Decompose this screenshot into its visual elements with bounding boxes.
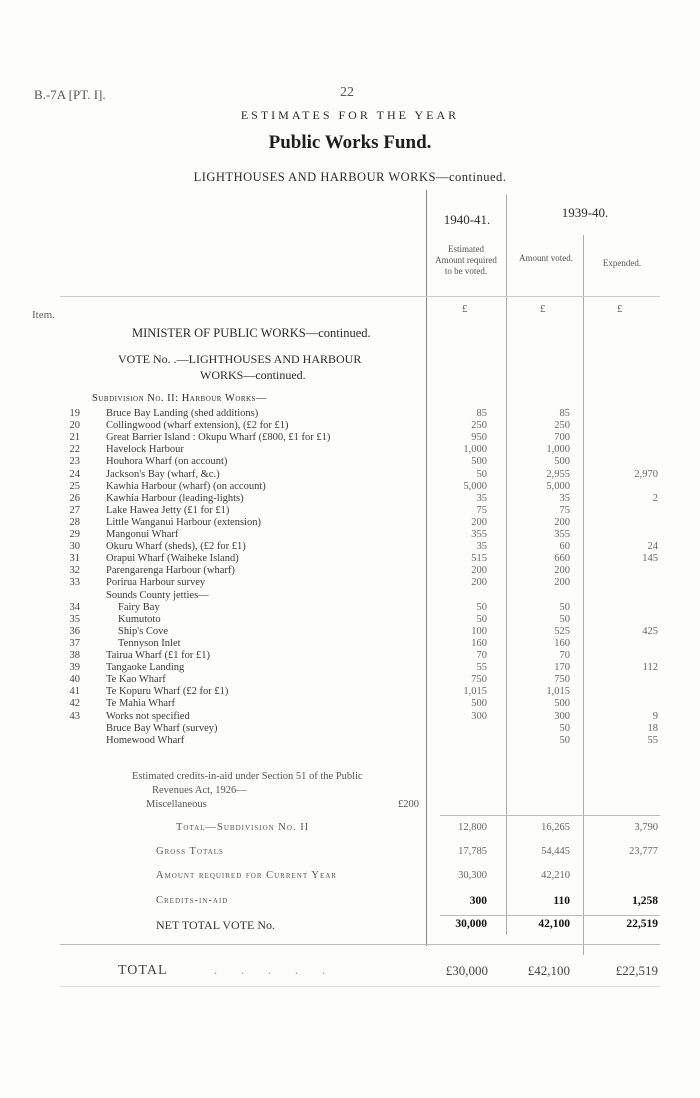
estimated-amount: 250 xyxy=(471,420,487,432)
item-description: Okuru Wharf (sheds), (£2 for £1) xyxy=(106,541,246,553)
item-number: 21 xyxy=(69,432,80,444)
estimated-amount: 500 xyxy=(471,698,487,710)
item-number: 24 xyxy=(69,468,80,480)
voted-amount: 50 xyxy=(559,601,570,613)
estimated-amount: 515 xyxy=(471,553,487,565)
item-number: 37 xyxy=(69,637,80,649)
document-reference: B.-7A [PT. I]. xyxy=(34,87,106,102)
item-description: Lake Hawea Jetty (£1 for £1) xyxy=(106,504,230,516)
estimated-amount: 1,015 xyxy=(463,686,487,698)
item-description: Mangonui Wharf xyxy=(106,529,179,540)
bottom-rule xyxy=(60,986,660,987)
item-number: 40 xyxy=(69,674,80,686)
voted-amount: 160 xyxy=(554,637,570,649)
estimated-amount: 35 xyxy=(476,541,487,553)
item-description: Homewood Wharf xyxy=(106,734,185,746)
item-description: Bruce Bay Wharf (survey) xyxy=(106,722,218,734)
expended-amount: 2,970 xyxy=(634,468,658,480)
estimated-amount: 300 xyxy=(471,710,487,722)
item-description: Sounds County jetties— xyxy=(106,589,209,601)
item-number: 20 xyxy=(69,420,80,432)
voted-amount: 60 xyxy=(559,541,570,553)
item-description: Havelock Harbour xyxy=(106,444,184,456)
estimated-amount: 200 xyxy=(471,565,487,577)
voted-column-heading: Amount voted. xyxy=(519,253,573,263)
totals-estimated: 17,785 xyxy=(458,846,487,857)
item-description: Kawhia Harbour (leading-lights) xyxy=(106,492,244,504)
estimated-amount: 500 xyxy=(471,456,487,468)
credits-misc-amount: £200 xyxy=(398,799,419,810)
item-number: 39 xyxy=(69,662,80,674)
voted-amount: 1,000 xyxy=(546,444,570,456)
item-description: Kumutoto xyxy=(118,613,161,625)
totals-estimated: 30,000 xyxy=(455,918,487,930)
vote-heading-line2: WORKS—continued. xyxy=(200,368,306,382)
item-description: Bruce Bay Landing (shed additions) xyxy=(106,408,259,419)
estimated-amount: 70 xyxy=(476,650,487,661)
totals-expended: 23,777 xyxy=(629,846,658,857)
item-description: Tairua Wharf (£1 for £1) xyxy=(106,650,211,661)
item-number: 30 xyxy=(69,541,80,553)
voted-amount: 700 xyxy=(554,432,570,444)
credits-line2: Revenues Act, 1926— xyxy=(152,785,247,796)
voted-amount: 50 xyxy=(559,734,570,746)
column-rule xyxy=(506,195,507,935)
voted-amount: 200 xyxy=(554,565,570,577)
item-description: Houhora Wharf (on account) xyxy=(106,456,228,468)
item-number: 27 xyxy=(69,504,80,516)
item-description: Kawhia Harbour (wharf) (on account) xyxy=(106,480,266,492)
totals-label: Gross Totals xyxy=(156,846,224,857)
estimated-amount: 1,000 xyxy=(463,444,487,456)
totals-voted: 42,210 xyxy=(541,870,570,881)
grand-total-estimated: £30,000 xyxy=(445,963,488,978)
minister-heading: MINISTER OF PUBLIC WORKS—continued. xyxy=(132,326,371,340)
totals-label: NET TOTAL VOTE No. xyxy=(156,918,276,932)
column-rule xyxy=(583,235,584,955)
year-current-heading: 1940-41. xyxy=(443,212,491,227)
item-number: 33 xyxy=(69,577,80,589)
voted-amount: 750 xyxy=(554,674,570,686)
voted-amount: 525 xyxy=(554,625,570,637)
item-number: 35 xyxy=(69,613,80,625)
item-number: 36 xyxy=(69,625,80,637)
item-column-heading: Item. xyxy=(32,309,55,321)
expended-amount: 18 xyxy=(647,722,658,734)
section-subtitle: LIGHTHOUSES AND HARBOUR WORKS—continued. xyxy=(193,170,507,184)
header-rule xyxy=(60,296,660,297)
grand-total-expended: £22,519 xyxy=(615,963,658,978)
voted-amount: 85 xyxy=(559,408,570,419)
item-description: Tennyson Inlet xyxy=(118,637,181,649)
totals-voted: 110 xyxy=(553,895,570,907)
estimated-amount: 50 xyxy=(476,613,487,625)
pound-sign: £ xyxy=(462,303,468,315)
voted-amount: 200 xyxy=(554,577,570,589)
estimated-amount: 100 xyxy=(471,625,487,637)
estimated-amount: 200 xyxy=(471,516,487,528)
fund-title: Public Works Fund. xyxy=(268,132,432,153)
item-number: 22 xyxy=(69,444,80,456)
voted-amount: 50 xyxy=(559,613,570,625)
expended-column-heading: Expended. xyxy=(602,258,642,268)
voted-amount: 2,955 xyxy=(546,468,570,480)
subdivision-heading: Subdivision No. II: Harbour Works— xyxy=(92,393,267,404)
voted-amount: 500 xyxy=(554,456,570,468)
item-description: Ship's Cove xyxy=(118,625,169,637)
pound-sign: £ xyxy=(540,303,546,315)
totals-expended: 3,790 xyxy=(634,822,658,833)
totals-expended: 22,519 xyxy=(626,918,658,930)
item-description: Porirua Harbour survey xyxy=(106,577,206,589)
item-description: Little Wanganui Harbour (extension) xyxy=(106,516,261,528)
voted-amount: 75 xyxy=(559,504,570,516)
estimated-amount: 75 xyxy=(476,504,487,516)
expended-amount: 425 xyxy=(642,625,658,637)
item-description: Collingwood (wharf extension), (£2 for £1) xyxy=(106,420,289,432)
totals-estimated: 30,300 xyxy=(458,870,487,881)
totals-rule xyxy=(440,815,660,816)
credits-misc-label: Miscellaneous xyxy=(146,799,207,810)
voted-amount: 200 xyxy=(554,516,570,528)
grand-total-label: TOTAL xyxy=(118,963,168,978)
voted-amount: 1,015 xyxy=(546,686,570,698)
voted-amount: 500 xyxy=(554,698,570,710)
item-number: 23 xyxy=(69,456,80,468)
item-number: 25 xyxy=(69,480,80,492)
estimated-amount: 50 xyxy=(476,468,487,480)
estimated-amount: 160 xyxy=(471,637,487,649)
voted-amount: 5,000 xyxy=(546,480,570,492)
item-description: Te Mahia Wharf xyxy=(106,698,176,710)
estimated-amount: 85 xyxy=(476,408,487,419)
estimates-heading: ESTIMATES FOR THE YEAR xyxy=(240,108,460,122)
expended-amount: 112 xyxy=(642,662,658,674)
expended-amount: 55 xyxy=(647,734,658,746)
vote-heading-line1: VOTE No. .—LIGHTHOUSES AND HARBOUR xyxy=(118,352,362,366)
item-number: 19 xyxy=(69,408,80,419)
expended-amount: 9 xyxy=(652,710,658,722)
voted-amount: 300 xyxy=(554,710,570,722)
item-number: 42 xyxy=(69,698,80,710)
totals-voted: 54,445 xyxy=(541,846,570,857)
estimated-amount: 355 xyxy=(471,529,487,540)
totals-label: Credits-in-aid xyxy=(156,895,229,906)
estimated-amount: 200 xyxy=(471,577,487,589)
estimated-column-heading: Estimated Amount required to be voted. xyxy=(435,244,497,276)
voted-amount: 70 xyxy=(559,650,570,661)
estimated-amount: 750 xyxy=(471,674,487,686)
pound-sign: £ xyxy=(617,303,623,315)
voted-amount: 170 xyxy=(554,662,570,674)
totals-estimated: 300 xyxy=(469,895,487,907)
item-number: 26 xyxy=(69,492,80,504)
expended-amount: 2 xyxy=(652,492,658,504)
column-rule xyxy=(426,190,427,946)
item-description: Works not specified xyxy=(106,710,190,722)
item-description: Te Kao Wharf xyxy=(106,674,166,686)
voted-amount: 35 xyxy=(559,492,570,504)
item-description: Parengarenga Harbour (wharf) xyxy=(106,565,235,577)
totals-label: Total—Subdivision No. II xyxy=(176,822,310,833)
voted-amount: 250 xyxy=(554,420,570,432)
estimated-amount: 5,000 xyxy=(463,480,487,492)
item-number: 31 xyxy=(69,553,80,565)
expended-amount: 145 xyxy=(642,553,658,565)
item-number: 41 xyxy=(69,686,80,698)
item-number: 29 xyxy=(69,529,80,540)
credits-line1: Estimated credits-in-aid under Section 51 of the Public xyxy=(132,771,363,782)
voted-amount: 50 xyxy=(559,722,570,734)
voted-amount: 660 xyxy=(554,553,570,565)
page-number: 22 xyxy=(340,85,354,100)
grand-rule xyxy=(60,944,660,945)
item-description: Orapui Wharf (Waiheke Island) xyxy=(106,553,239,565)
grand-total-voted: £42,100 xyxy=(527,963,570,978)
totals-estimated: 12,800 xyxy=(458,822,487,833)
estimated-amount: 50 xyxy=(476,601,487,613)
totals-rule xyxy=(440,915,660,916)
item-number: 34 xyxy=(69,601,80,613)
item-number: 38 xyxy=(69,650,80,661)
totals-voted: 16,265 xyxy=(541,822,570,833)
estimated-amount: 35 xyxy=(476,492,487,504)
item-number: 32 xyxy=(69,565,80,577)
year-previous-heading: 1939-40. xyxy=(561,205,609,220)
item-description: Tangaoke Landing xyxy=(106,662,185,674)
item-number: 43 xyxy=(69,710,80,722)
item-description: Great Barrier Island : Okupu Wharf (£800, £1 for £1) xyxy=(106,432,331,444)
expended-amount: 24 xyxy=(647,541,658,553)
totals-expended: 1,258 xyxy=(632,895,658,907)
totals-voted: 42,100 xyxy=(538,918,570,930)
item-description: Fairy Bay xyxy=(118,601,160,613)
item-description: Jackson's Bay (wharf, &c.) xyxy=(106,468,220,480)
totals-label: Amount required for Current Year xyxy=(156,870,337,881)
voted-amount: 355 xyxy=(554,529,570,540)
item-number: 28 xyxy=(69,516,80,528)
estimated-amount: 950 xyxy=(471,432,487,444)
estimated-amount: 55 xyxy=(476,662,487,674)
grand-total-leader: ..... xyxy=(214,963,349,977)
item-description: Te Kopuru Wharf (£2 for £1) xyxy=(106,686,229,698)
